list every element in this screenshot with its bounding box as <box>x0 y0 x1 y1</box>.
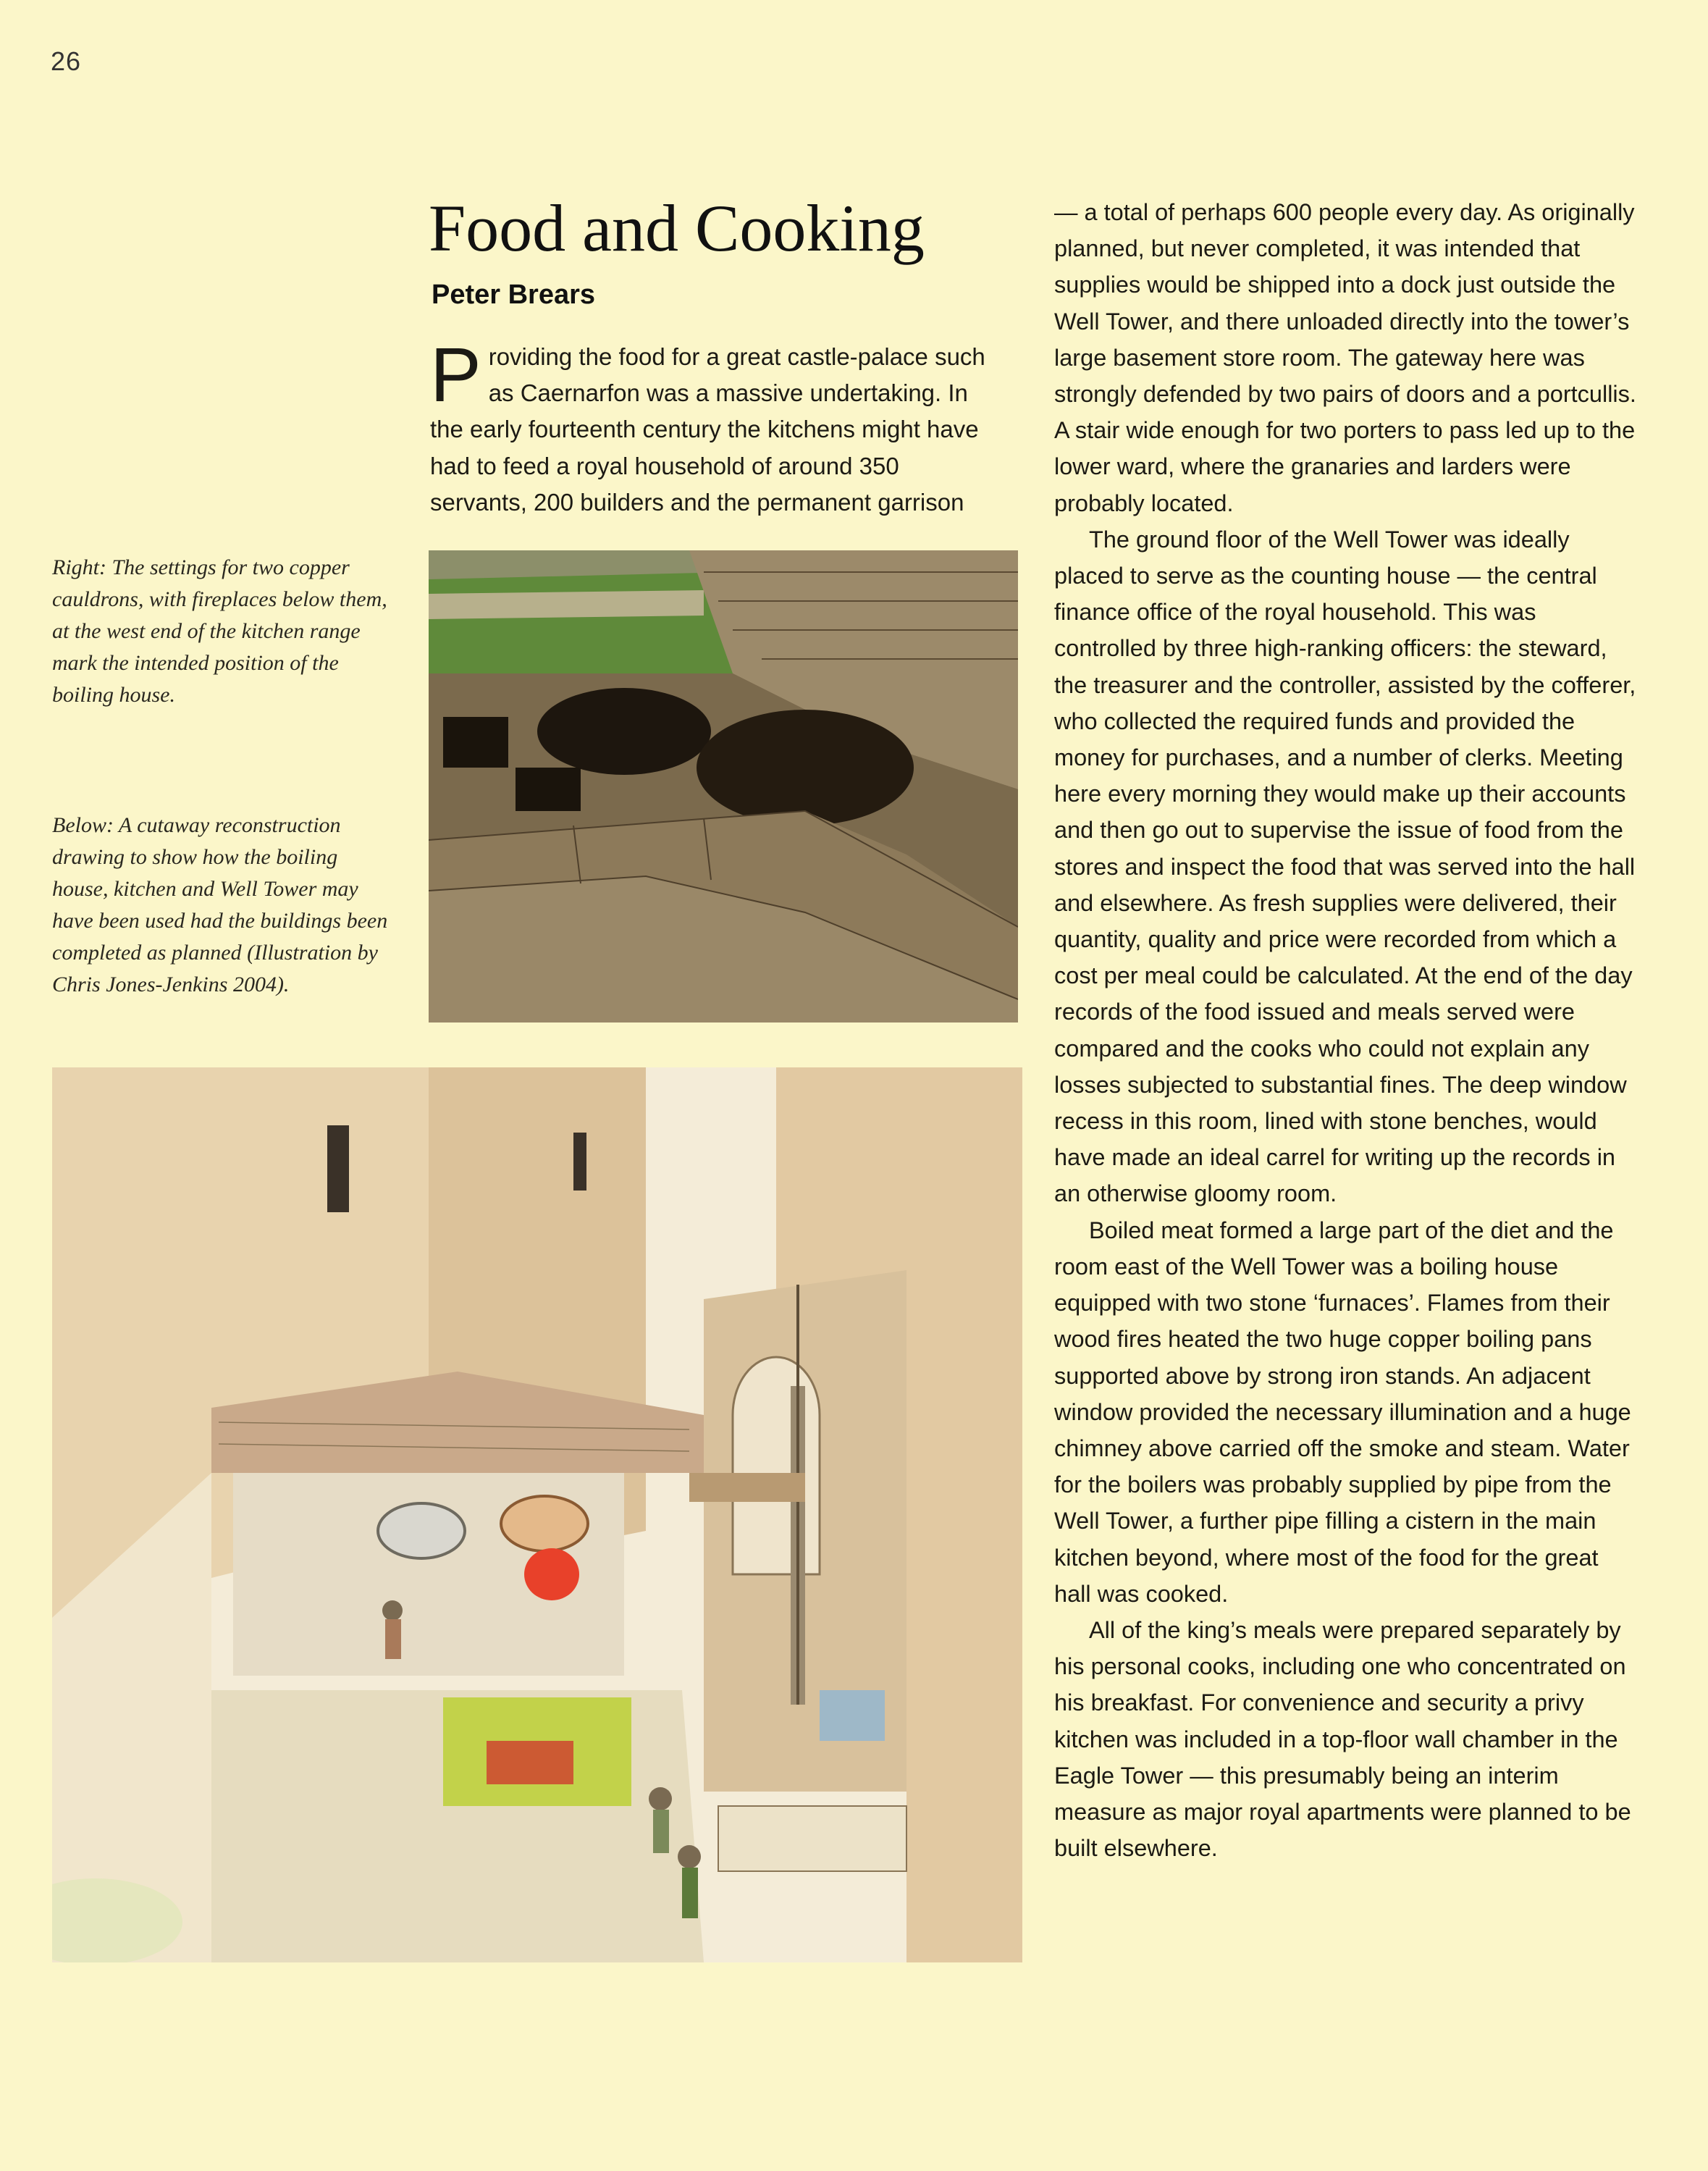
article-title: Food and Cooking <box>429 191 925 265</box>
body-paragraph-1: — a total of perhaps 600 people every day. As originally planned, but never completed, it was intended that supplies would be shipped into a dock just outside the Well Tower, and there unloaded directly into the tower’s large basement store room. The gateway here was strongly defended by two pairs of doors and a portcullis. A stair wide enough for two porters to pass led up to the lower ward, where the granaries and larders were probably located. <box>1054 199 1636 516</box>
page-number: 26 <box>51 46 82 76</box>
cutaway-reconstruction-drawing <box>52 1067 1022 1962</box>
kitchen-ruins-photo <box>429 550 1018 1022</box>
author-name: Peter Brears <box>432 280 596 310</box>
intro-paragraph <box>430 332 995 521</box>
body-paragraph-4: All of the king’s meals were prepared separately by his personal cooks, including one who concentrated on his breakfast. For convenience and security a privy kitchen was included in a top-floor wall chamber in the Eagle Tower — this presumably being an interim measure as major royal apartments were planned to be built elsewhere. <box>1054 1616 1631 1862</box>
body-paragraph-3: Boiled meat formed a large part of the diet and the room east of the Well Tower was a boiling house equipped with two stone ‘furnaces’. Flames from their wood fires heated the two huge copper boiling pans supported above by strong iron stands. An adjacent window provided the necessary illumination and a huge chimney above carried off the smoke and steam. Water for the boilers was probably supplied by pipe from the Well Tower, a further pipe filling a cistern in the main kitchen beyond, where most of the food for the great hall was cooked. <box>1054 1217 1631 1607</box>
caption-below: Below: A cutaway reconstruction drawing to show how the boiling house, kitchen and Well Tower may have been used had the buildings been completed as planned (Illustration by Chris Jones-Jenkins 2004). <box>52 813 388 996</box>
right-text-column <box>1054 194 1641 1866</box>
caption-right: Right: The settings for two copper cauldrons, with fireplaces below them, at the west end of the kitchen range mark the intended position of the boiling house. <box>52 555 387 707</box>
drop-cap: P <box>430 332 481 418</box>
body-paragraph-2: The ground floor of the Well Tower was ideally placed to serve as the counting house — the central finance office of the royal household. This was controlled by three high-ranking officers: the steward, the treasurer and the controller, assisted by the cofferer, who collected the required funds and provided the money for purchases, and a number of clerks. Meeting here every morning they would make up their accounts and then go out to supervise the issue of food from the stores and inspect the food that was served into the hall and elsewhere. As fresh supplies were delivered, their quantity, quality and price were recorded from which a cost per meal could be calculated. At the end of the day records of the food issued and meals served were compared and the cooks who could not explain any losses subjected to substantial fines. The deep window recess in this room, lined with stone benches, would have made an ideal carrel for writing up the records in an otherwise gloomy room. <box>1054 526 1636 1207</box>
intro-text: roviding the food for a great castle-palace such as Caernarfon was a massive undertaking. In the early fourteenth century the kitchens might have had to feed a royal household of around 350 servants, 200 builders and the permanent garrison <box>430 343 985 516</box>
